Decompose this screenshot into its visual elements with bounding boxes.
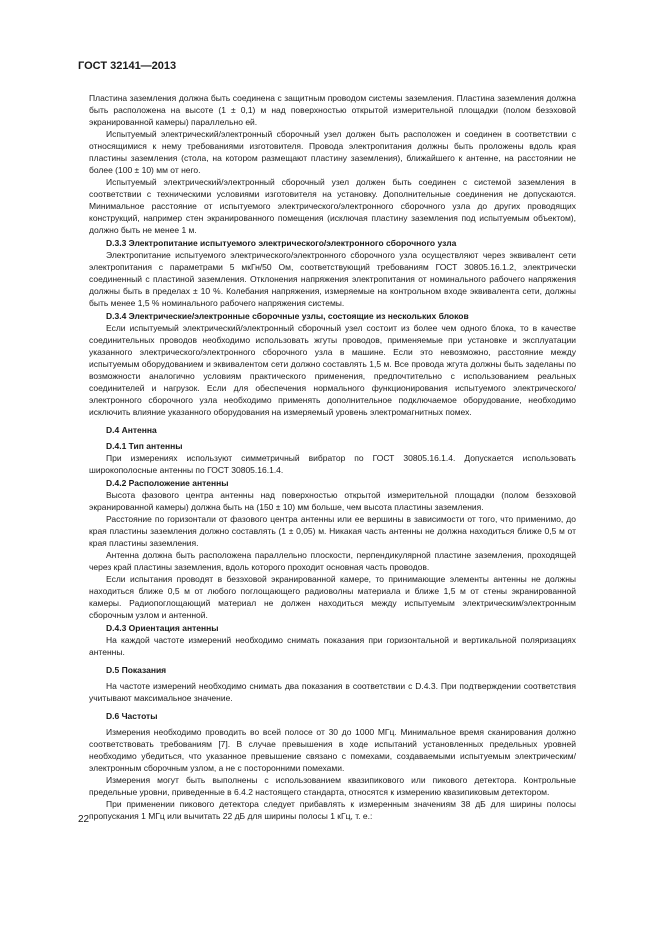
body-paragraph: Если испытания проводят в безэховой экранированной камере, то принимающие элементы антенны не должны находиться ближе 0,5 м от любого поглощающего радиоволны материала и ближе 1,5 м от стены экранированной камеры. Радиопоглощающий материал не должен находиться между испытуемым электрическим/электронным сборочным узлом и антенной. xyxy=(89,574,576,620)
section-heading: D.4.1 Тип антенны xyxy=(106,441,183,451)
body-paragraph: Если испытуемый электрический/электронный сборочный узел состоит из более чем одного блока, то в качестве соединительных проводов необходимо использовать жгуты проводов, применяемые при установке и эксплуатации указанного электрического/электронного сборочного узла в машине. Если это невозможно, расстояние между испытуемым оборудованием и эквивалентом сети должно составлять 1,5 м. Все провода жгута должны быть заделаны по возможности аналогично условиям практического применения, предпочтительно с использованием реальных соединителей и нагрузок. Если для обеспечения нормального функционирования испытуемого электрического/электронного сборочного узла необходимо применять дополнительное подключаемое оборудование, необходимо исключить влияние указанного оборудования на измеряемый уровень электромагнитных помех. xyxy=(89,323,576,417)
body-paragraph: Измерения могут быть выполнены с использованием квазипикового или пикового детектора. Контрольные предельные уровни, приведенные в 6.4.2 настоящего стандарта, относятся к измерению квазипиковым детектором. xyxy=(89,775,576,797)
document-body xyxy=(89,92,576,822)
section-heading: D.4.2 Расположение антенны xyxy=(106,478,229,488)
body-paragraph: Пластина заземления должна быть соединена с защитным проводом системы заземления. Пластина заземления должна быть расположена на высоте (1 ± 0,1) м над поверхностью открытой измерительной площадки (полом безэховой экранированной камеры) параллельно ей. xyxy=(89,93,576,127)
section-heading: D.4 Антенна xyxy=(106,425,157,435)
section-heading: D.3.4 Электрические/электронные сборочные узлы, состоящие из нескольких блоков xyxy=(106,311,469,321)
body-paragraph: Испытуемый электрический/электронный сборочный узел должен быть расположен и соединен в соответствии с относящимися к нему требованиями изготовителя. Провода электропитания должны быть проложены вдоль края пластины заземления (стола, на котором размещают пластину заземления), ближайшего к антенне, на расстоянии не более (100 ± 10) мм от него. xyxy=(89,129,576,175)
body-paragraph: На каждой частоте измерений необходимо снимать показания при горизонтальной и вертикальной поляризациях антенны. xyxy=(89,635,576,657)
body-paragraph: На частоте измерений необходимо снимать два показания в соответствии с D.4.3. При подтверждении соответствия учитывают максимальное значение. xyxy=(89,681,576,703)
section-heading: D.5 Показания xyxy=(106,665,167,675)
body-paragraph: Расстояние по горизонтали от фазового центра антенны или ее вершины в зависимости от того, что применимо, до края пластины заземления должно составлять (1 ± 0,05) м. Никакая часть антенны не должна находиться ближе 0,5 м от края пластины заземления. xyxy=(89,514,576,548)
body-paragraph: При измерениях используют симметричный вибратор по ГОСТ 30805.16.1.4. Допускается использовать широкополосные антенны по ГОСТ 30805.16.1.4. xyxy=(89,453,576,475)
body-paragraph: Высота фазового центра антенны над поверхностью открытой измерительной площадки (полом безэховой экранированной камеры) должна быть на (150 ± 10) мм больше, чем высота пластины заземления. xyxy=(89,490,576,512)
body-paragraph: Измерения необходимо проводить во всей полосе от 30 до 1000 МГц. Минимальное время сканирования должно соответствовать требованиям [7]. В случае превышения в ходе испытаний установленных предельных уровней необходимо убедиться, что указанное превышение связано с помехами, создаваемыми испытуемым электрическим/электронным сборочным узлом, а не с посторонними помехами. xyxy=(89,727,576,773)
section-heading: D.4.3 Ориентация антенны xyxy=(106,623,219,633)
body-paragraph: Антенна должна быть расположена параллельно плоскости, перпендикулярной пластине заземления, проходящей через край пластины заземления, вдоль которого проходит основная часть проводов. xyxy=(89,550,576,572)
section-heading: D.6 Частоты xyxy=(106,711,158,721)
standard-header: ГОСТ 32141—2013 xyxy=(78,60,177,72)
section-heading: D.3.3 Электропитание испытуемого электрического/электронного сборочного узла xyxy=(106,238,457,248)
page-number: 22 xyxy=(78,814,90,825)
body-paragraph: Испытуемый электрический/электронный сборочный узел должен быть соединен с системой заземления в соответствии с техническими условиями изготовителя на установку. Дополнительные соединения не допускаются. Минимальное расстояние от испытуемого электрического/электронного сборочного узла до других проводящих конструкций, например стен экранированного помещения (исключая пластину заземления под испытуемым объектом), должно быть не менее 1 м. xyxy=(89,177,576,235)
body-paragraph: При применении пикового детектора следует прибавлять к измеренным значениям 38 дБ для ширины полосы пропускания 1 МГц или вычитать 22 дБ для ширины полосы 1 кГц, т. е.: xyxy=(89,799,576,821)
body-paragraph: Электропитание испытуемого электрического/электронного сборочного узла осуществляют через эквивалент сети электропитания с параметрами 5 мкГн/50 Ом, соответствующий требованиям ГОСТ 30805.16.1.2, электрически соединенный с пластиной заземления. Отклонения напряжения электропитания от номинального рабочего напряжения должны быть в пределах ± 10 %. Колебания напряжения, измеряемые на контрольном входе эквивалента сети, должны быть менее 1,5 % номинального рабочего напряжения системы. xyxy=(89,250,576,308)
